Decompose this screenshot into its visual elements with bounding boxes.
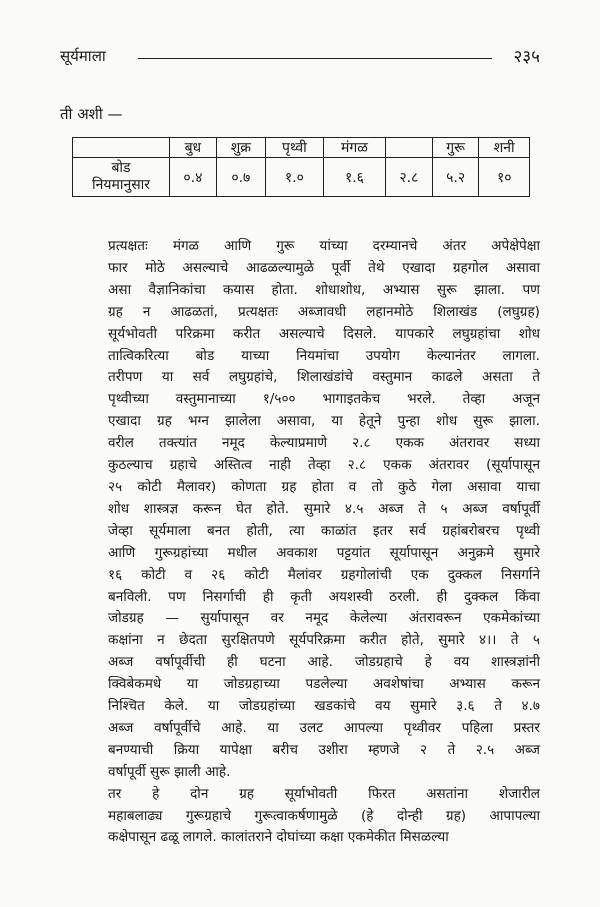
text-line: कुठल्याच ग्रहाचे अस्तित्व नाही तेव्हा २.८ एकक अंतरावर (सूर्यापासून	[108, 457, 540, 474]
text-line: जेव्हा सूर्यमाला बनत होती, त्या काळांत इतर सर्व ग्रहांबरोबरच पृथ्वी	[108, 522, 540, 539]
row-label-line: बोड	[111, 160, 131, 176]
running-title: सूर्यमाला	[60, 47, 106, 65]
table-header-cell: मंगळ	[323, 138, 385, 158]
table-header-cell: पृथ्वी	[265, 138, 323, 158]
intro-line: ती अशी —	[60, 105, 123, 123]
page-number: २३५	[513, 47, 540, 67]
table-cell: १.६	[323, 158, 385, 197]
table-row	[73, 158, 530, 197]
text-line: अब्ज वर्षापूर्वीचे आहे. या उलट आपल्या पृथ्वीवर पहिला प्रस्तर	[108, 719, 540, 736]
table-header-cell: गुरू	[432, 138, 479, 158]
table-header-cell: शनी	[479, 138, 530, 158]
table-cell: १.०	[265, 158, 323, 197]
table-cell: ५.२	[432, 158, 479, 197]
text-line: तर हे दोन ग्रह सूर्याभोवती फिरत असतांना शेजारील	[108, 785, 540, 802]
table-header-row	[73, 138, 530, 158]
table-cell: १०	[479, 158, 530, 197]
paragraph	[60, 236, 540, 784]
body-text	[60, 236, 540, 849]
text-line: महाबलाढ्य गुरूग्रहाचे गुरूत्वाकर्षणामुळे (हे दोन्ही ग्रह) आपापल्या	[108, 807, 540, 824]
text-line: बनण्याची क्रिया यापेक्षा बरीच उशीरा म्हणजे २ ते २.५ अब्ज	[108, 741, 540, 758]
bode-law-table	[72, 137, 530, 197]
text-line: जोडग्रह — सुर्यापासून वर नमूद केलेल्या अंतरावरून एकमेकांच्या	[108, 610, 540, 627]
text-line: तरीपण या सर्व लघुग्रहांचे, शिलाखंडांचे वस्तुमान काढले असता ते	[108, 369, 540, 386]
table-header-cell	[386, 138, 433, 158]
text-line: पृथ्वीच्या वस्तुमानाच्या १/५०० भागाइतकेच भरले. तेव्हा अजून	[108, 391, 540, 408]
text-line: निश्चित केले. या जोडग्रहांच्या खडकांचे वय सुमारे ३.६ ते ४.७	[108, 698, 540, 715]
page-header	[60, 42, 540, 72]
table-cell: ०.७	[216, 158, 265, 197]
table-row-label	[73, 158, 170, 197]
table-header-cell	[73, 138, 170, 158]
text-line: १६ कोटी व २६ कोटी मैलांवर ग्रहगोलांची एक दुक्कल निसर्गाने	[108, 566, 540, 583]
text-line: असा वैज्ञानिकांचा कयास होता. शोधाशोध, अभ्यास सुरू झाला. पण	[108, 281, 540, 298]
text-line: क्विबेकमधे या जोडग्रहाच्या पडलेल्या अवशेषांचा अभ्यास करून	[108, 676, 540, 693]
text-line: सूर्यभोवती परिक्रमा करीत असल्याचे दिसले. यापकारे लघुग्रहांचा शोध	[108, 325, 540, 342]
table-cell: २.८	[386, 158, 433, 197]
text-line: बनविली. पण निसर्गाची ही कृती अयशस्वी ठरली. ही दुक्कल किंवा	[108, 588, 540, 605]
table-cell: ०.४	[170, 158, 217, 197]
text-line: ग्रह न आढळतां, प्रत्यक्षतः अब्जावधी लहानमोठे शिलाखंड (लघुग्रह)	[108, 303, 540, 320]
text-line: कक्षेपासून ढळू लागले. कालांतराने दोघांच्या कक्षा एकमेकीत मिसळल्या	[108, 829, 449, 846]
text-line: आणि गुरूग्रहांच्या मधील अवकाश पट्टयांत सूर्यापासून अनुक्रमे सुमारे	[108, 544, 540, 561]
text-line: प्रत्यक्षतः मंगळ आणि गुरू यांच्या दरम्यानचे अंतर अपेक्षेपेक्षा	[108, 238, 540, 254]
text-line: शोध शास्त्रज्ञ करून घेत होते. सुमारे ४.५ अब्ज ते ५ अब्ज वर्षापूर्वी	[108, 500, 540, 517]
text-line: २५ कोटी मैलावर) कोणता ग्रह होता व तो कुठे गेला असावा याचा	[108, 478, 540, 495]
table-header-cell: बुध	[170, 138, 217, 158]
text-line: तात्विकरित्या बोड याच्या नियमांचा उपयोग केल्यानंतर लागला.	[108, 347, 540, 364]
text-line: एखादा ग्रह भग्न झालेला असावा, या हेतूने पुन्हा शोध सुरू झाला.	[108, 413, 540, 430]
header-rule	[138, 58, 492, 59]
text-line: वर्षापूर्वी सुरू झाली आहे.	[108, 763, 231, 780]
row-label-line: नियमानुसार	[91, 177, 151, 193]
text-line: अब्ज वर्षापूर्वीची ही घटना आहे. जोडग्रहाचे हे वय शास्त्रज्ञांनी	[108, 654, 540, 671]
text-line: वरील तक्त्यांत नमूद केल्याप्रमाणे २.८ एकक अंतरावर सध्या	[108, 435, 540, 452]
text-line: कक्षांना न छेदता सुरक्षितपणे सूर्यपरिक्रमा करीत होते, सुमारे ४।। ते ५	[108, 632, 540, 649]
text-line: फार मोठे असल्याचे आढळल्यामुळे पूर्वी तेथे एखादा ग्रहगोल असावा	[108, 259, 540, 276]
table-header-cell: शुक्र	[216, 138, 265, 158]
paragraph	[60, 784, 540, 850]
